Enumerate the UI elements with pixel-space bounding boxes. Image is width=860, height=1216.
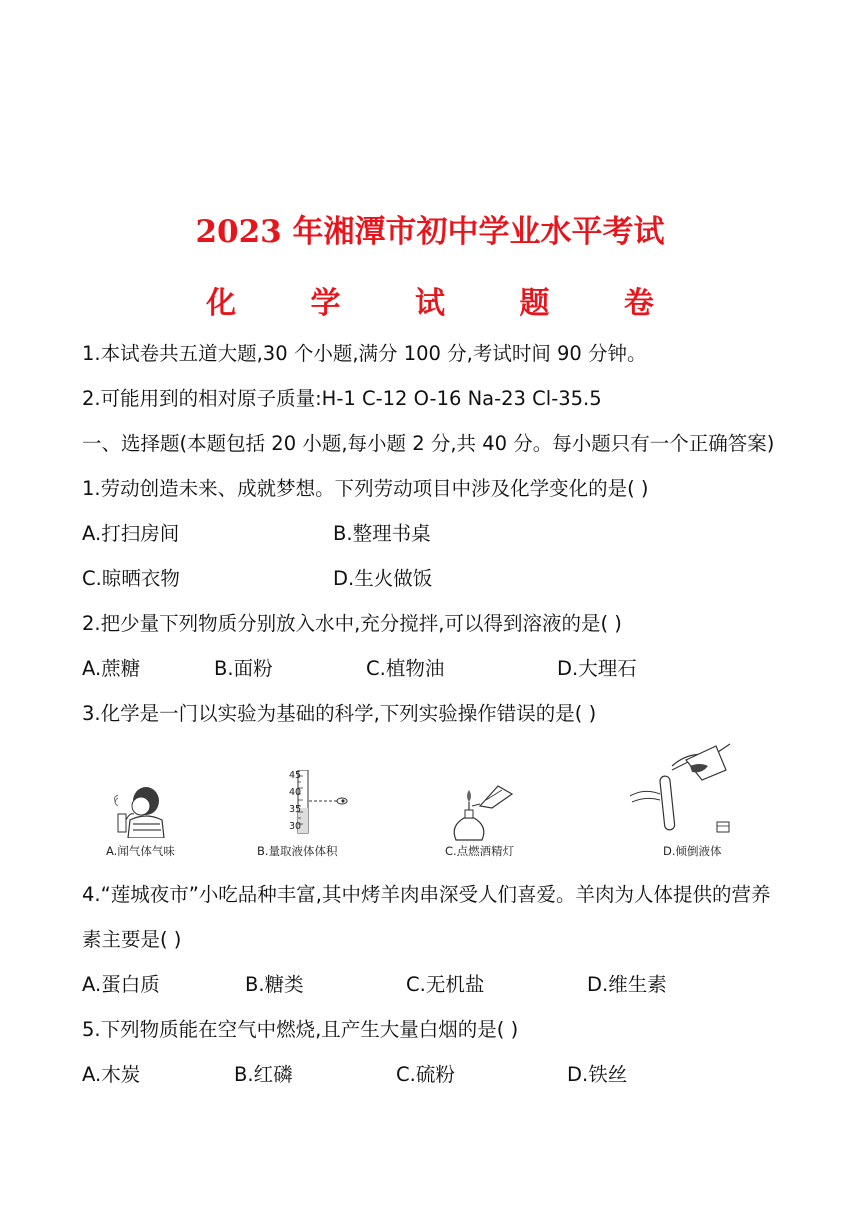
q4-option-d: D.维生素: [587, 973, 667, 996]
page-title: 2023 年湘潭市初中学业水平考试: [195, 214, 665, 250]
q2-option-d: D.大理石: [557, 657, 637, 680]
q5-option-c: C.硫粉: [396, 1063, 455, 1086]
question-4-stem-line2: 素主要是( ): [82, 928, 182, 951]
cylinder-tick-35: 35: [289, 804, 302, 815]
figure-a-caption: A.闻气体气味: [106, 844, 175, 858]
cylinder-tick-30: 30: [289, 821, 302, 832]
q2-option-c: C.植物油: [366, 657, 445, 680]
question-4-stem-line1: 4.“莲城夜市”小吃品种丰富,其中烤羊肉串深受人们喜爱。羊肉为人体提供的营养: [82, 883, 771, 906]
q1-option-c: C.晾晒衣物: [82, 567, 180, 590]
cylinder-tick-40: 40: [289, 787, 302, 798]
q5-option-b: B.红磷: [234, 1063, 293, 1086]
note-1: 1.本试卷共五道大题,30 个小题,满分 100 分,考试时间 90 分钟。: [82, 342, 647, 365]
q4-option-c: C.无机盐: [406, 973, 485, 996]
figure-b-caption: B.量取液体体积: [257, 844, 338, 858]
figure-c-caption: C.点燃酒精灯: [445, 844, 515, 858]
q5-option-d: D.铁丝: [567, 1063, 628, 1086]
question-1-stem: 1.劳动创造未来、成就梦想。下列劳动项目中涉及化学变化的是( ): [82, 477, 649, 500]
page-subtitle: 化 学 试 题 卷: [206, 286, 686, 321]
pouring-liquid-illustration: [630, 740, 750, 838]
section-title: 一、选择题(本题包括 20 小题,每小题 2 分,共 40 分。每小题只有一个正确答案): [82, 432, 775, 455]
figure-d: [630, 740, 750, 838]
alcohol-lamp-illustration: [446, 782, 516, 842]
cylinder-tick-45: 45: [289, 770, 302, 781]
q1-option-a: A.打扫房间: [82, 522, 180, 545]
q4-option-a: A.蛋白质: [82, 973, 160, 996]
question-5-stem: 5.下列物质能在空气中燃烧,且产生大量白烟的是( ): [82, 1018, 519, 1041]
note-2: 2.可能用到的相对原子质量:H-1 C-12 O-16 Na-23 Cl-35.5: [82, 387, 602, 410]
figure-c: [446, 782, 516, 842]
figure-a: [106, 740, 186, 838]
q5-option-a: A.木炭: [82, 1063, 141, 1086]
q4-option-b: B.糖类: [245, 973, 304, 996]
q2-option-a: A.蔗糖: [82, 657, 141, 680]
q2-option-b: B.面粉: [214, 657, 273, 680]
question-3-stem: 3.化学是一门以实验为基础的科学,下列实验操作错误的是( ): [82, 702, 597, 725]
q1-option-d: D.生火做饭: [333, 567, 433, 590]
question-2-stem: 2.把少量下列物质分别放入水中,充分搅拌,可以得到溶液的是( ): [82, 612, 622, 635]
figure-d-caption: D.倾倒液体: [663, 844, 722, 858]
smelling-gas-illustration: [106, 740, 186, 838]
q1-option-b: B.整理书桌: [333, 522, 431, 545]
